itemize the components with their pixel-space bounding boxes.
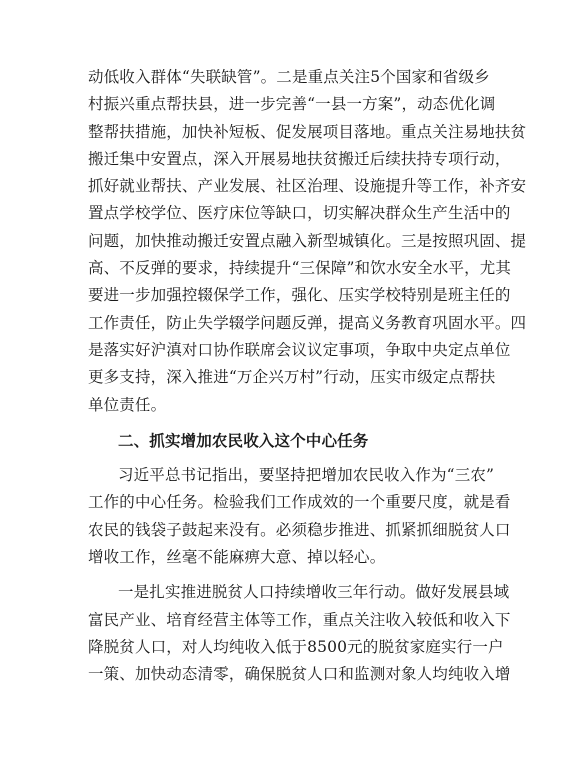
text-line: 置点学校学位、医疗床位等缺口，切实解决群众生产生活中的 — [88, 204, 511, 223]
text-line: 要进一步加强控辍保学工作，强化、压实学校特别是班主任的 — [88, 286, 511, 305]
text-line: 村振兴重点帮扶县，进一步完善“一县一方案”，动态优化调 — [88, 95, 496, 114]
section-heading: 二、抓实增加农民收入这个中心任务 — [118, 430, 369, 450]
text-line: 工作责任，防止失学辍学问题反弹，提高义务教育巩固水平。四 — [88, 313, 527, 332]
text-line: 增收工作，丝毫不能麻痹大意、掉以轻心。 — [88, 548, 386, 567]
text-line: 搬迁集中安置点，深入开展易地扶贫搬迁后续扶持专项行动， — [88, 149, 511, 168]
spacer — [88, 571, 500, 579]
text-line: 整帮扶措施，加快补短板、促发展项目落地。重点关注易地扶贫 — [88, 122, 527, 141]
text-line: 工作的中心任务。检验我们工作成效的一个重要尺度，就是看 — [88, 493, 511, 512]
text-line: 抓好就业帮扶、产业发展、社区治理、设施提升等工作，补齐安 — [88, 177, 527, 196]
paragraph — [88, 462, 511, 571]
paragraph — [88, 579, 511, 688]
text-line: 高、不反弹的要求，持续提升“三保障”和饮水安全水平，尤其 — [88, 259, 512, 278]
text-line: 一策、加快动态清零，确保脱贫人口和监测对象人均纯收入增 — [88, 665, 511, 684]
text-line: 动低收入群体“失联缺管”。二是重点关注5个国家和省级乡 — [88, 68, 490, 86]
spacer — [88, 454, 500, 462]
text-line: 农民的钱袋子鼓起来没有。必须稳步推进、抓紧抓细脱贫人口 — [88, 520, 511, 539]
spacer — [88, 419, 500, 427]
text-line: 降脱贫人口，对人均纯收入低于8500元的脱贫家庭实行一户 — [88, 637, 504, 656]
text-line: 习近平总书记指出，要坚持把增加农民收入作为“三农” — [118, 466, 495, 485]
text-line: 单位责任。 — [88, 395, 167, 414]
text-line: 是落实好沪滇对口协作联席会议议定事项，争取中央定点单位 — [88, 340, 511, 359]
text-line: 问题，加快推动搬迁安置点融入新型城镇化。三是按照巩固、提 — [88, 231, 527, 250]
text-line: 富民产业、培育经营主体等工作，重点关注收入较低和收入下 — [88, 610, 511, 629]
paragraph — [88, 64, 527, 419]
text-line: 一是扎实推进脱贫人口持续增收三年行动。做好发展县域 — [118, 583, 510, 602]
document-body — [88, 64, 527, 689]
text-line: 更多支持，深入推进“万企兴万村”行动，压实市级定点帮扶 — [88, 368, 496, 387]
